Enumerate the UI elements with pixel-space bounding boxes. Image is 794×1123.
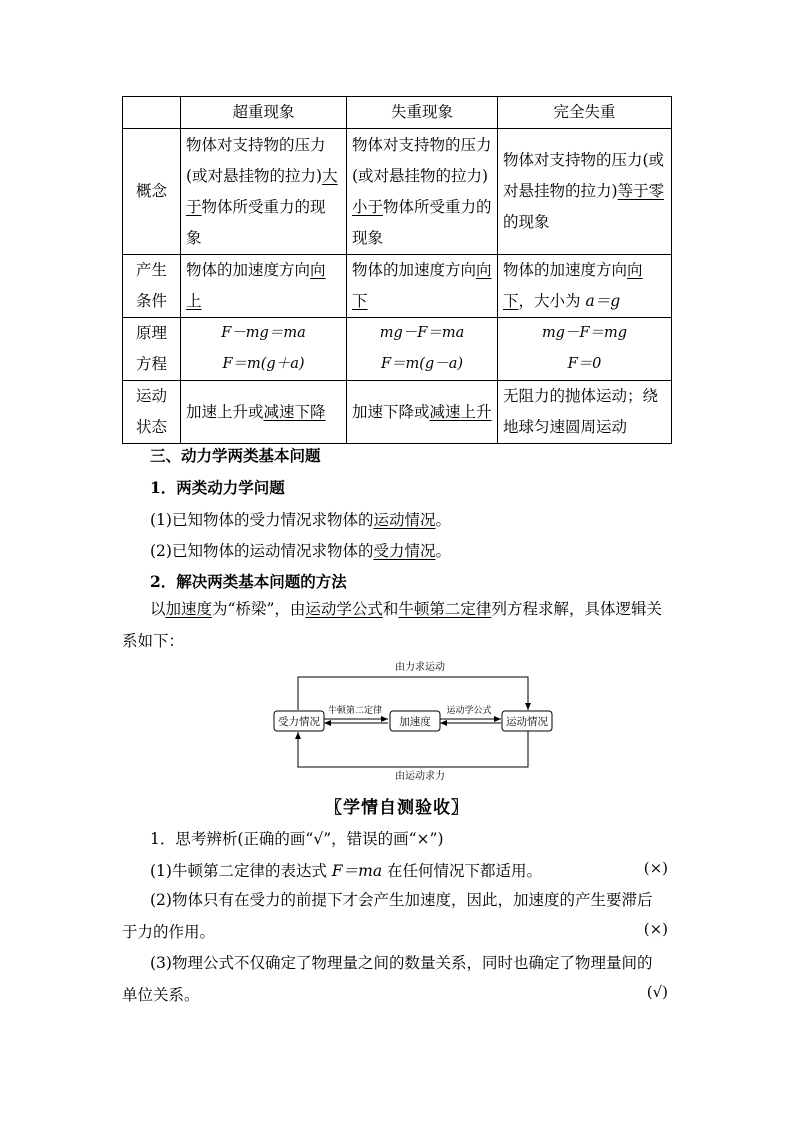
quiz-q2-line2: 于力的作用。 [122,923,216,941]
banner-title: 学情自测验收 [343,798,451,818]
cell-concept-complete: 物体对支持物的压力(或对悬挂物的拉力)等于零的现象 [498,129,672,255]
table-row-equation [123,318,672,381]
weight-comparison-table [122,96,672,444]
cell-condition-overweight: 物体的加速度方向向上 [181,255,347,318]
quiz-q2-mark: (×) [643,920,668,938]
row-label-motion: 运动 状态 [123,381,181,444]
problem-item-1: (1)已知物体的受力情况求物体的运动情况。 [150,511,451,529]
cell-concept-weightless: 物体对支持物的压力(或对悬挂物的拉力)小于物体所受重力的现象 [347,129,498,255]
box-acceleration-label: 加速度 [399,716,431,728]
subheading-method: 2．解决两类基本问题的方法 [150,572,347,591]
cell-motion-weightless: 加速下降或减速上升 [347,381,498,444]
box-force-label: 受力情况 [278,716,320,728]
row-label-condition: 产生 条件 [123,255,181,318]
bottom-loop-arrow [298,730,528,767]
quiz-q3-line1: (3)物理公式不仅确定了物理量之间的数量关系，同时也确定了物理量间的 [150,954,653,972]
top-loop-label: 由力求运动 [395,662,445,673]
quiz-q2-line1: (2)物体只有在受力的前提下才会产生加速度，因此，加速度的产生要滞后 [150,891,653,909]
logic-diagram-svg [270,653,560,783]
table-header-complete-weightless: 完全失重 [498,97,672,129]
quiz-intro: 1．思考辨析(正确的画“√”，错误的画“×”) [150,830,444,848]
section-title: 三、动力学两类基本问题 [150,446,321,465]
cell-equation-complete: mg－F＝mg F＝0 [498,318,672,381]
right-arrow-label: 运动学公式 [446,706,492,716]
banner-right-bracket: 〗 [451,798,469,818]
self-test-banner [0,793,794,818]
box-motion-label: 运动情况 [506,716,548,728]
quiz-q3-mark: (√) [646,983,668,1001]
table-row-concept [123,129,672,255]
cell-concept-overweight: 物体对支持物的压力(或对悬挂物的拉力)大于物体所受重力的现象 [181,129,347,255]
quiz-q1: (1)牛顿第二定律的表达式 F＝ma 在任何情况下都适用。 [150,862,543,880]
quiz-q1-mark: (×) [643,859,668,877]
cell-motion-overweight: 加速上升或减速下降 [181,381,347,444]
subheading-two-problems: 1．两类动力学问题 [150,478,285,497]
banner-left-bracket: 〖 [325,798,343,818]
left-arrow-label: 牛顿第二定律 [327,706,383,716]
method-paragraph: 以加速度为“桥梁”，由运动学公式和牛顿第二定律列方程求解，具体逻辑关系如下： [122,600,662,650]
table-header-empty [123,97,181,129]
cell-condition-complete: 物体的加速度方向向下，大小为 a＝g [498,255,672,318]
table-row-condition [123,255,672,318]
table-header-row [123,97,672,129]
table-header-weightless: 失重现象 [347,97,498,129]
cell-equation-overweight: F－mg＝ma F＝m(g＋a) [181,318,347,381]
problem-item-2: (2)已知物体的运动情况求物体的受力情况。 [150,542,451,560]
row-label-equation: 原理 方程 [123,318,181,381]
cell-motion-complete: 无阻力的抛体运动；绕地球匀速圆周运动 [498,381,672,444]
cell-condition-weightless: 物体的加速度方向向下 [347,255,498,318]
quiz-q3-line2: 单位关系。 [122,986,200,1004]
row-label-concept: 概念 [123,129,181,255]
logic-diagram [270,653,560,783]
table-header-overweight: 超重现象 [181,97,347,129]
table-row-motion [123,381,672,444]
bottom-loop-label: 由运动求力 [395,771,445,782]
cell-equation-weightless: mg－F＝ma F＝m(g－a) [347,318,498,381]
